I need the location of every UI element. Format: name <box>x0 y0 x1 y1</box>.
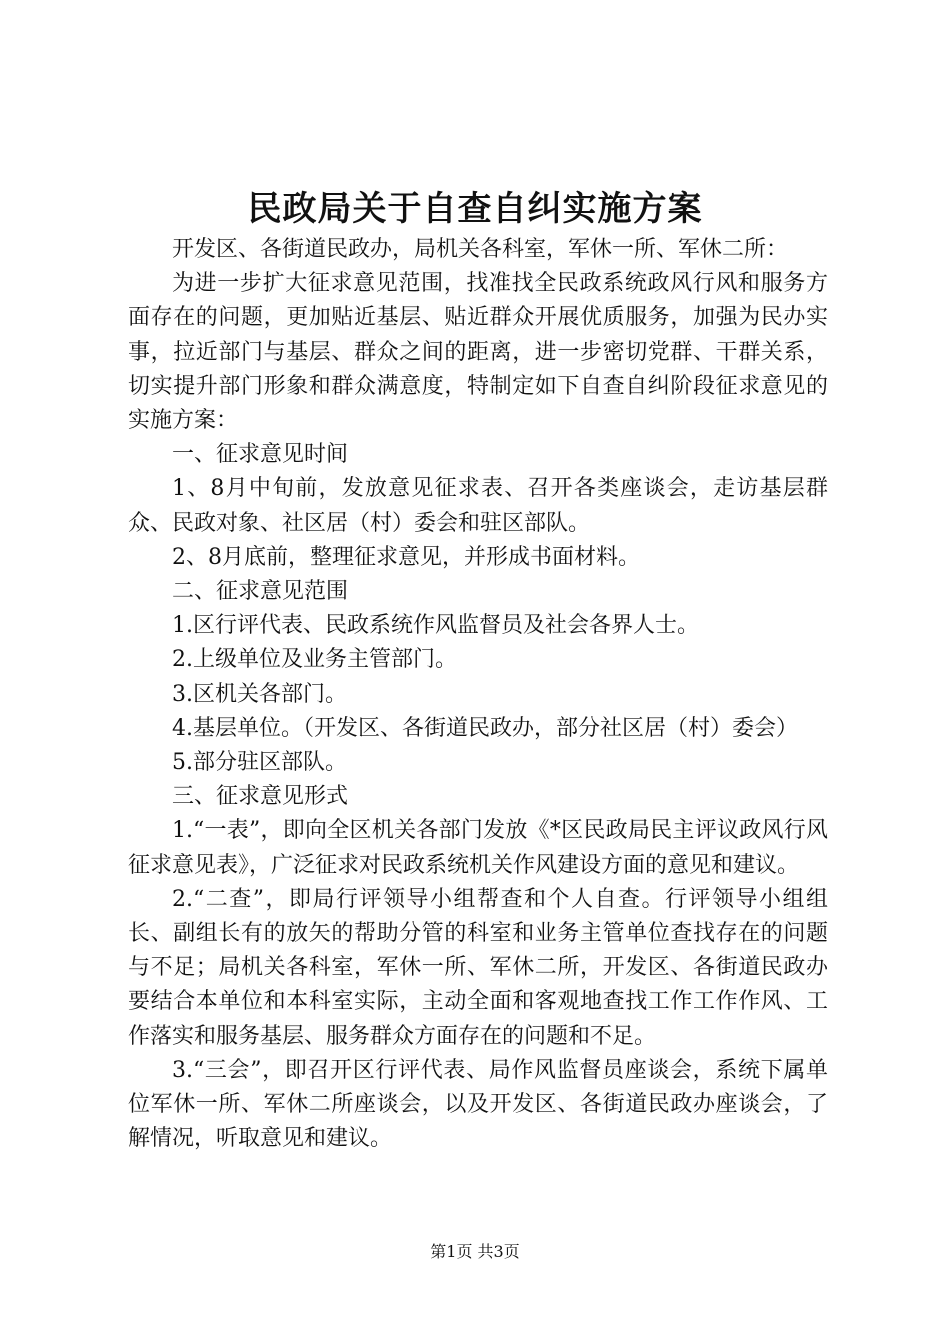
document-body <box>128 233 828 1156</box>
paragraph-scope-2: 2.上级单位及业务主管部门。 <box>172 647 457 673</box>
paragraph-time-1: 1、8月中旬前，发放意见征求表、召开各类座谈会，走访基层群众、民政对象、社区居（村）委会和驻区部队。 <box>128 476 828 536</box>
paragraph-recipients: 开发区、各街道民政办，局机关各科室，军休一所、军休二所： <box>172 237 789 262</box>
paragraph-intro: 为进一步扩大征求意见范围，找准找全民政系统政风行风和服务方面存在的问题，更加贴近基层、贴近群众开展优质服务，加强为民办实事，拉近部门与基层、群众之间的距离，进一步密切党群、干群关系，切实提升部门形象和群众满意度，特制定如下自查自纠阶段征求意见的实施方案： <box>128 271 828 434</box>
section-heading-form: 三、征求意见形式 <box>172 784 349 810</box>
paragraph-scope-3: 3.区机关各部门。 <box>172 681 347 707</box>
paragraph-form-1: 1.“一表”，即向全区机关各部门发放《*区民政局民主评议政风行风征求意见表》，广泛征求对民政系统机关作风建设方面的意见和建议。 <box>128 818 828 878</box>
page-number: 第1页 共3页 <box>430 1242 520 1261</box>
document-title: 民政局关于自查自纠实施方案 <box>247 189 703 229</box>
paragraph-form-2: 2.“二查”，即局行评领导小组帮查和个人自查。行评领导小组组长、副组长有的放矢的帮助分管的科室和业务主管单位查找存在的问题与不足；局机关各科室，军休一所、军休二所，开发区、各街道民政办要结合本单位和本科室实际，主动全面和客观地查找工作工作作风、工作落实和服务基层、服务群众方面存在的问题和不足。 <box>128 886 828 1049</box>
paragraph-scope-1: 1.区行评代表、民政系统作风监督员及社会各界人士。 <box>172 613 699 639</box>
section-heading-scope: 二、征求意见范围 <box>172 579 349 605</box>
paragraph-scope-4: 4.基层单位。（开发区、各街道民政办，部分社区居（村）委会） <box>172 715 798 741</box>
paragraph-scope-5: 5.部分驻区部队。 <box>172 750 347 776</box>
paragraph-form-3: 3.“三会”，即召开区行评代表、局作风监督员座谈会，系统下属单位军休一所、军休二所座谈会，以及开发区、各街道民政办座谈会，了解情况，听取意见和建议。 <box>128 1057 828 1152</box>
paragraph-time-2: 2、8月底前，整理征求意见，并形成书面材料。 <box>172 544 640 570</box>
section-heading-time: 一、征求意见时间 <box>172 442 349 468</box>
